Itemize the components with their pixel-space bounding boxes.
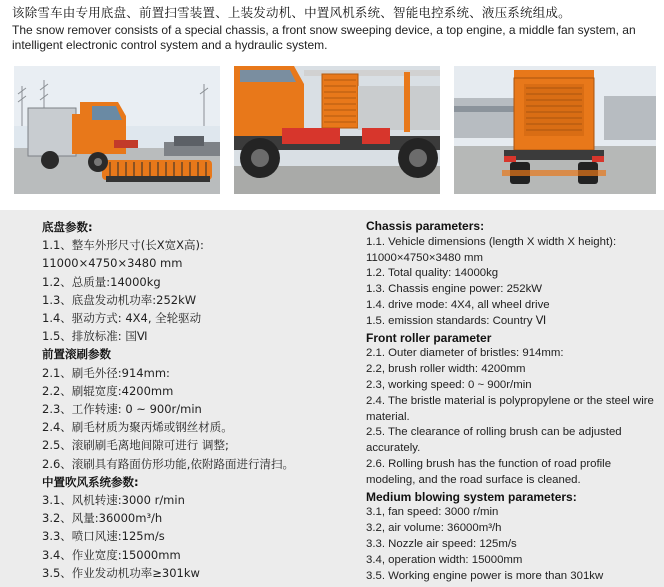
spec-line: 1.4. drive mode: 4X4, all wheel drive xyxy=(366,298,550,311)
spec-line: 2.5、滚刷刷毛离地间隙可进行 调整; xyxy=(42,438,229,453)
photo-truck-side-view xyxy=(14,66,220,194)
spec-line: 1.5、排放标准: 国Ⅵ xyxy=(42,329,148,344)
spec-line: 3.2, air volume: 36000m³/h xyxy=(366,522,502,535)
spec-line: 3.4, operation width: 15000mm xyxy=(366,553,523,566)
spec-line: 1.3. Chassis engine power: 252kW xyxy=(366,283,543,296)
spec-line: 2.1. Outer diameter of bristles: 914mm: xyxy=(366,347,564,360)
spec-line: 2.1、刷毛外径:914mm: xyxy=(42,365,170,380)
spec-panel xyxy=(0,210,664,587)
spec-column-english xyxy=(366,218,662,584)
spec-line: 1.1、整车外形尺寸(长X宽X高): xyxy=(42,238,204,253)
spec-line: 3.5、作业发动机功率≥301kw xyxy=(42,565,200,580)
section-heading: Chassis parameters: xyxy=(366,219,485,233)
spec-line: 2.4、刷毛材质为聚丙烯或钢丝材质。 xyxy=(42,420,233,435)
spec-line: 1.2. Total quality: 14000kg xyxy=(366,267,499,280)
spec-line: 11000×4750×3480 mm xyxy=(42,256,183,271)
section-heading: Medium blowing system parameters: xyxy=(366,489,577,504)
spec-line: 1.1. Vehicle dimensions (length X width X height): xyxy=(366,235,617,248)
spec-line: 3.2、风量:36000m³/h xyxy=(42,511,163,526)
spec-line: 3.3、喷口风速:125m/s xyxy=(42,529,165,544)
spec-column-chinese xyxy=(42,218,352,582)
spec-line: 3.1、风机转速:3000 r/min xyxy=(42,493,185,508)
spec-line: 3.1, fan speed: 3000 r/min xyxy=(366,506,499,519)
spec-line: 2.3、工作转速: 0 ~ 900r/min xyxy=(42,402,202,417)
intro-chinese: 该除雪车由专用底盘、前置扫雪装置、上装发动机、中置风机系统、智能电控系统、液压系统组成。 xyxy=(12,5,571,20)
section-heading: 前置滚刷参数 xyxy=(42,347,111,362)
spec-line: 2.6. Rolling brush has the function of road profile modeling, and the road surface is cleaned. xyxy=(366,457,612,486)
section-heading: Front roller parameter xyxy=(366,330,492,345)
spec-line: 1.4、驱动方式: 4X4, 全轮驱动 xyxy=(42,311,202,326)
intro-text xyxy=(12,4,657,53)
intro-english: The snow remover consists of a special chassis, a front snow sweeping device, a top engine, a middle fan system, an intelligent electronic control system and a hydraulic system. xyxy=(12,23,636,52)
spec-line: 3.4、作业宽度:15000mm xyxy=(42,547,181,562)
spec-line: 2.6、滚刷具有路面仿形功能,依附路面进行清扫。 xyxy=(42,456,294,471)
section-heading: 中置吹风系统参数: xyxy=(42,474,139,489)
spec-line: 11000×4750×3480 mm xyxy=(366,251,483,264)
spec-line: 1.3、底盘发动机功率:252kW xyxy=(42,292,197,307)
spec-line: 2.2、刷辊宽度:4200mm xyxy=(42,383,174,398)
spec-line: 2.4. The bristle material is polypropylene or the steel wire material. xyxy=(366,394,654,423)
section-heading: 底盘参数: xyxy=(42,220,93,234)
photo-truck-closeup xyxy=(234,66,440,194)
spec-line: 3.5. Working engine power is more than 301kw xyxy=(366,569,604,582)
spec-line: 2.3, working speed: 0 ~ 900r/min xyxy=(366,378,532,391)
spec-line: 1.2、总质量:14000kg xyxy=(42,274,161,289)
spec-line: 3.3. Nozzle air speed: 125m/s xyxy=(366,537,517,550)
spec-line: 1.5. emission standards: Country Ⅵ xyxy=(366,314,547,327)
spec-line: 2.2, brush roller width: 4200mm xyxy=(366,363,526,376)
spec-line: 2.5. The clearance of rolling brush can be adjusted accurately. xyxy=(366,426,622,455)
photo-truck-rear-view xyxy=(454,66,656,194)
